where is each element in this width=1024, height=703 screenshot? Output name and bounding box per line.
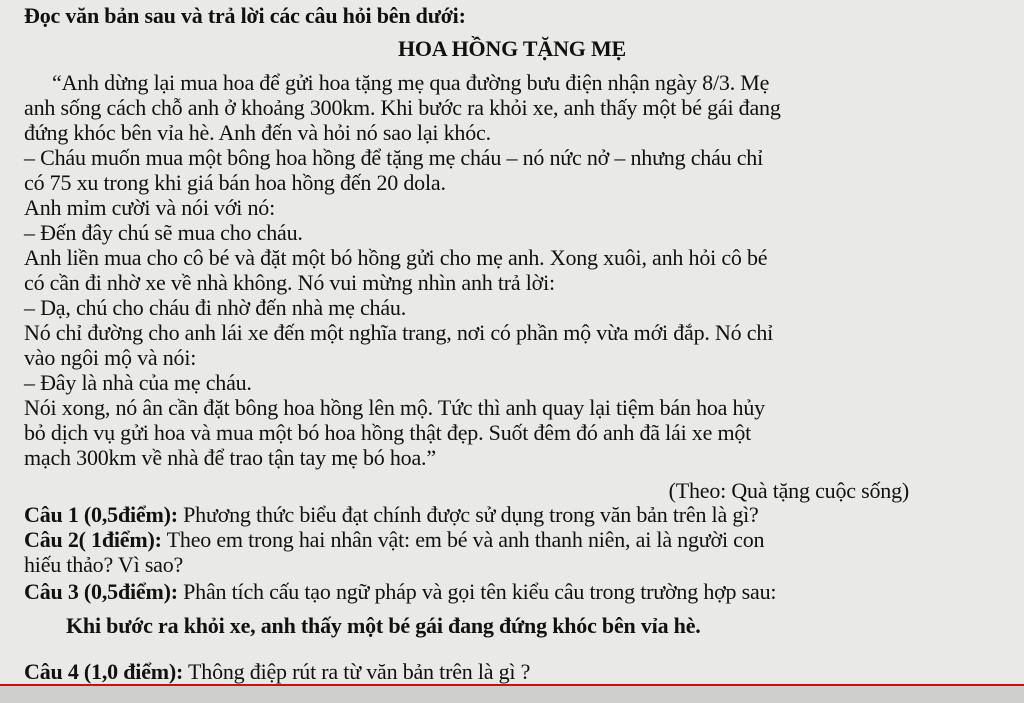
story-line: – Cháu muốn mua một bông hoa hồng để tặng mẹ cháu – nó nức nở – nhưng cháu chỉ	[24, 145, 764, 170]
story-line: – Đây là nhà của mẹ cháu.	[24, 370, 252, 395]
story-line: – Đến đây chú sẽ mua cho cháu.	[24, 220, 303, 245]
bottom-edge-bar	[0, 684, 1024, 703]
story-line: bỏ dịch vụ gửi hoa và mua một bó hoa hồng thật đẹp. Suốt đêm đó anh đã lái xe một	[24, 420, 752, 445]
story-line: có cần đi nhờ xe về nhà không. Nó vui mừng nhìn anh trả lời:	[24, 270, 555, 295]
question-3-label: Câu 3 (0,5điểm):	[24, 579, 178, 604]
question-4-text: Thông điệp rút ra từ văn bản trên là gì ?	[183, 659, 531, 684]
question-2-text: Theo em trong hai nhân vật: em bé và anh thanh niên, ai là người con	[161, 527, 765, 552]
story-line: đứng khóc bên vỉa hè. Anh đến và hỏi nó sao lại khóc.	[24, 120, 491, 145]
question-2-label: Câu 2( 1điểm):	[24, 527, 162, 552]
story-line: Nói xong, nó ân cần đặt bông hoa hồng lên mộ. Tức thì anh quay lại tiệm bán hoa hủy	[24, 395, 765, 420]
question-1-text: Phương thức biểu đạt chính được sử dụng trong văn bản trên là gì?	[177, 502, 759, 527]
story-line: Anh mỉm cười và nói với nó:	[24, 195, 275, 220]
document-title: HOA HỒNG TẶNG MẸ	[397, 36, 627, 61]
question-2	[24, 528, 1009, 552]
story-line: mạch 300km về nhà để trao tận tay mẹ bó hoa.”	[24, 445, 436, 470]
source-citation: (Theo: Quà tặng cuộc sống)	[668, 478, 909, 503]
story-line: Anh liền mua cho cô bé và đặt một bó hồng gửi cho mẹ anh. Xong xuôi, anh hỏi cô bé	[24, 245, 768, 270]
story-line: Nó chỉ đường cho anh lái xe đến một nghĩa trang, nơi có phần mộ vừa mới đắp. Nó chỉ	[24, 320, 774, 345]
question-1	[24, 503, 1009, 527]
story-line: – Dạ, chú cho cháu đi nhờ đến nhà mẹ cháu.	[24, 295, 406, 320]
question-3	[24, 580, 1009, 604]
question-3-sentence: Khi bước ra khỏi xe, anh thấy một bé gái đang đứng khóc bên vỉa hè.	[66, 613, 701, 638]
instruction-text: Đọc văn bản sau và trả lời các câu hỏi bên dưới:	[24, 3, 466, 28]
question-2-continued: hiếu thảo? Vì sao?	[24, 552, 184, 577]
story-line: có 75 xu trong khi giá bán hoa hồng đến 20 dola.	[24, 170, 446, 195]
question-3-text: Phân tích cấu tạo ngữ pháp và gọi tên kiểu câu trong trường hợp sau:	[177, 579, 777, 604]
question-4	[24, 660, 1009, 684]
question-4-label: Câu 4 (1,0 điểm):	[24, 659, 184, 684]
story-line: vào ngôi mộ và nói:	[24, 345, 197, 370]
question-1-label: Câu 1 (0,5điểm):	[24, 502, 178, 527]
story-line: anh sống cách chỗ anh ở khoảng 300km. Khi bước ra khỏi xe, anh thấy một bé gái đang	[24, 95, 781, 120]
story-line: “Anh dừng lại mua hoa để gửi hoa tặng mẹ qua đường bưu điện nhận ngày 8/3. Mẹ	[52, 70, 770, 95]
